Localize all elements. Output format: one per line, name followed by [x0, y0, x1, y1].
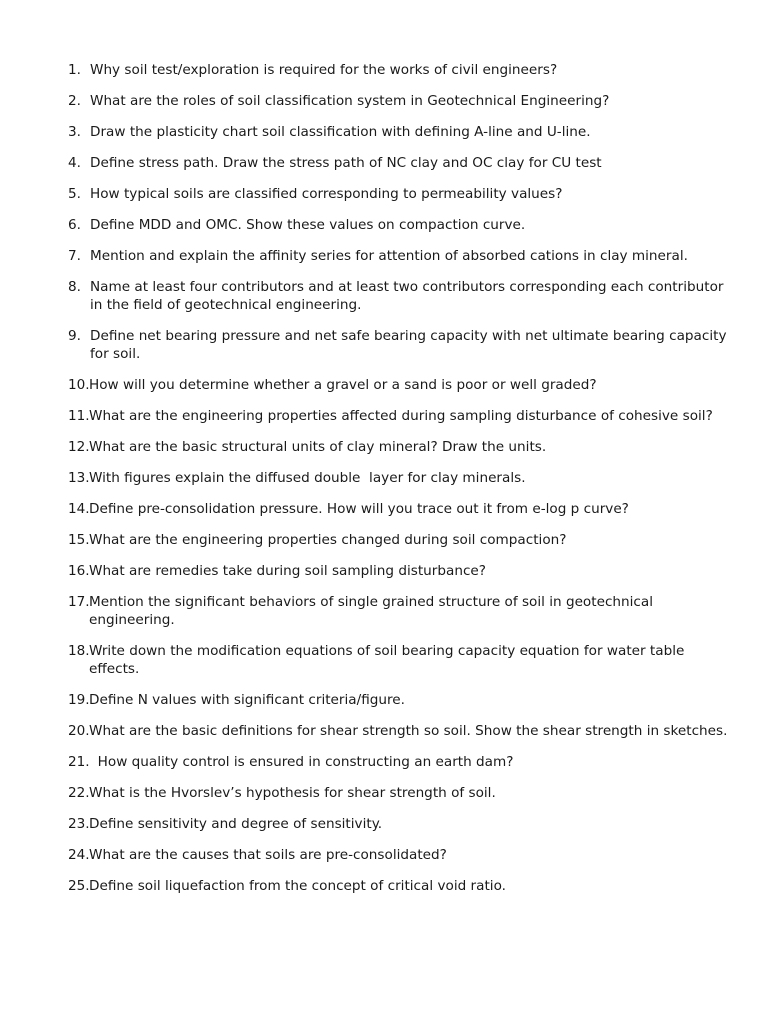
- question-number: 14.: [68, 501, 90, 517]
- question-number: 13.: [68, 470, 90, 486]
- question-text: What are the basic structural units of clay mineral? Draw the units.: [89, 439, 547, 455]
- question-item: [68, 753, 728, 771]
- question-item: [68, 154, 728, 172]
- question-number: 22.: [68, 785, 90, 801]
- question-text: How typical soils are classified corresponding to permeability values?: [90, 186, 563, 202]
- question-number: 6.: [68, 217, 81, 233]
- question-number: 10.: [68, 377, 90, 393]
- question-item: [68, 531, 728, 549]
- question-number: 7.: [68, 248, 81, 264]
- question-item: [68, 562, 728, 580]
- question-item: [68, 327, 731, 363]
- question-text: Define net bearing pressure and net safe bearing capacity with net ultimate bearing capacity for soil.: [90, 328, 731, 362]
- question-item: [68, 185, 728, 203]
- question-number: 1.: [68, 62, 81, 78]
- question-item: [68, 877, 728, 895]
- question-text: What are the causes that soils are pre-consolidated?: [89, 847, 447, 863]
- question-number: 21.: [68, 754, 90, 770]
- question-text: How will you determine whether a gravel or a sand is poor or well graded?: [89, 377, 597, 393]
- question-number: 20.: [68, 723, 90, 739]
- question-text: What are the basic definitions for shear strength so soil. Show the shear strength in sketches.: [89, 723, 728, 739]
- question-number: 17.: [68, 594, 90, 610]
- question-number: 8.: [68, 279, 81, 295]
- question-item: [68, 815, 728, 833]
- question-number: 23.: [68, 816, 90, 832]
- question-text: What are the engineering properties affected during sampling disturbance of cohesive soil?: [89, 408, 713, 424]
- question-item: [68, 278, 728, 314]
- question-item: [68, 407, 728, 425]
- question-item: [68, 247, 728, 265]
- question-item: [68, 61, 728, 79]
- question-text: Define stress path. Draw the stress path of NC clay and OC clay for CU test: [90, 155, 602, 171]
- question-item: [68, 784, 728, 802]
- question-text: Why soil test/exploration is required for the works of civil engineers?: [90, 62, 558, 78]
- question-text: What are the engineering properties changed during soil compaction?: [89, 532, 567, 548]
- question-item: [68, 722, 728, 740]
- question-text: What are remedies take during soil sampling disturbance?: [89, 563, 487, 579]
- question-number: 9.: [68, 328, 81, 344]
- question-list: [68, 61, 731, 895]
- question-number: 11.: [68, 408, 90, 424]
- question-item: [68, 642, 728, 678]
- question-text: Draw the plasticity chart soil classification with defining A-line and U-line.: [90, 124, 591, 140]
- question-item: [68, 92, 728, 110]
- question-item: [68, 593, 728, 629]
- question-text: Mention and explain the affinity series for attention of absorbed cations in clay mineral.: [90, 248, 688, 264]
- question-number: 25.: [68, 878, 90, 894]
- question-item: [68, 500, 728, 518]
- question-text: Define soil liquefaction from the concept of critical void ratio.: [89, 878, 506, 894]
- question-item: [68, 123, 728, 141]
- question-item: [68, 469, 728, 487]
- question-number: 2.: [68, 93, 81, 109]
- question-item: [68, 216, 728, 234]
- question-text: What are the roles of soil classification system in Geotechnical Engineering?: [90, 93, 610, 109]
- question-text: Define MDD and OMC. Show these values on compaction curve.: [90, 217, 526, 233]
- question-number: 15.: [68, 532, 90, 548]
- question-number: 3.: [68, 124, 81, 140]
- question-text: Define sensitivity and degree of sensitivity.: [89, 816, 383, 832]
- question-text: With figures explain the diffused double layer for clay minerals.: [89, 470, 526, 486]
- question-number: 4.: [68, 155, 81, 171]
- question-text: Define pre-consolidation pressure. How will you trace out it from e-log p curve?: [89, 501, 629, 517]
- question-text: What is the Hvorslev’s hypothesis for shear strength of soil.: [89, 785, 496, 801]
- question-number: 12.: [68, 439, 90, 455]
- question-text: Write down the modification equations of soil bearing capacity equation for water table effects.: [89, 643, 689, 677]
- question-item: [68, 846, 728, 864]
- question-item: [68, 691, 728, 709]
- question-item: [68, 438, 728, 456]
- question-text: How quality control is ensured in constructing an earth dam?: [89, 754, 514, 770]
- question-number: 24.: [68, 847, 90, 863]
- question-text: Name at least four contributors and at least two contributors corresponding each contributor in the field of geotechnical engineering.: [90, 279, 728, 313]
- question-number: 19.: [68, 692, 90, 708]
- question-text: Define N values with significant criteria/figure.: [89, 692, 405, 708]
- question-number: 5.: [68, 186, 81, 202]
- question-number: 16.: [68, 563, 90, 579]
- question-text: Mention the significant behaviors of single grained structure of soil in geotechnical engineering.: [89, 594, 658, 628]
- question-item: [68, 376, 728, 394]
- question-number: 18.: [68, 643, 90, 659]
